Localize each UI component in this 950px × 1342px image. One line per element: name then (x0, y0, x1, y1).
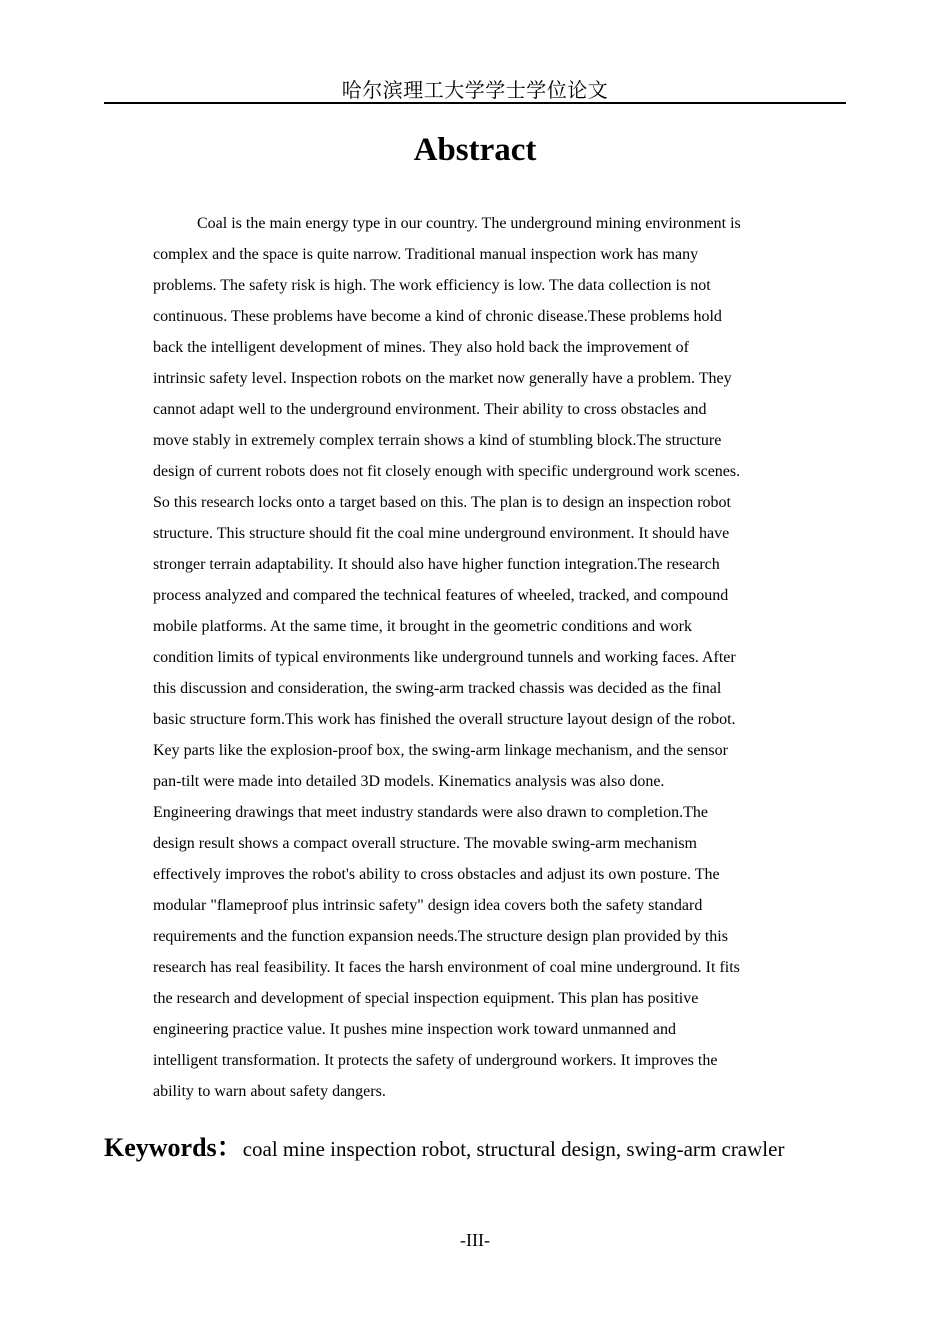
keywords-line (104, 1128, 884, 1172)
abstract-line: intelligent transformation. It protects the safety of underground workers. It improves the (153, 1052, 718, 1069)
page-number: -III- (460, 1230, 490, 1250)
keywords-label: Keywords (104, 1133, 217, 1162)
abstract-line: design result shows a compact overall structure. The movable swing-arm mechanism (153, 835, 697, 852)
keywords-colon: ： (216, 1133, 243, 1162)
abstract-line: design of current robots does not fit closely enough with specific underground work scenes. (153, 463, 741, 480)
abstract-line: Key parts like the explosion-proof box, the swing-arm linkage mechanism, and the sensor (153, 742, 728, 759)
abstract-line: So this research locks onto a target based on this. The plan is to design an inspection robot (153, 494, 731, 511)
abstract-line: move stably in extremely complex terrain shows a kind of stumbling block.The structure (153, 432, 722, 449)
abstract-line: engineering practice value. It pushes mine inspection work toward unmanned and (153, 1021, 676, 1038)
abstract-body (153, 208, 813, 1107)
abstract-line: pan-tilt were made into detailed 3D models. Kinematics analysis was also done. (153, 773, 665, 790)
abstract-line: continuous. These problems have become a kind of chronic disease.These problems hold (153, 308, 722, 325)
abstract-line: modular "flameproof plus intrinsic safety" design idea covers both the safety standard (153, 897, 703, 914)
abstract-line: Coal is the main energy type in our country. The underground mining environment is (197, 215, 741, 232)
abstract-line: requirements and the function expansion needs.The structure design plan provided by this (153, 928, 728, 945)
abstract-line: condition limits of typical environments like underground tunnels and working faces. After (153, 649, 736, 666)
abstract-line: research has real feasibility. It faces the harsh environment of coal mine underground. It fits (153, 959, 740, 976)
abstract-line: complex and the space is quite narrow. Traditional manual inspection work has many (153, 246, 699, 263)
abstract-line: intrinsic safety level. Inspection robots on the market now generally have a problem. They (153, 370, 732, 387)
abstract-heading: Abstract (413, 132, 537, 168)
abstract-line: problems. The safety risk is high. The work efficiency is low. The data collection is not (153, 277, 711, 294)
abstract-line: the research and development of special inspection equipment. This plan has positive (153, 990, 699, 1007)
abstract-line: ability to warn about safety dangers. (153, 1083, 386, 1100)
abstract-line: back the intelligent development of mines. They also hold back the improvement of (153, 339, 690, 356)
abstract-line: structure. This structure should fit the coal mine underground environment. It should have (153, 525, 730, 542)
page-header: 哈尔滨理工大学学士学位论文 (341, 80, 609, 102)
abstract-line: mobile platforms. At the same time, it brought in the geometric conditions and work (153, 618, 693, 635)
abstract-line: this discussion and consideration, the swing-arm tracked chassis was decided as the final (153, 680, 722, 697)
abstract-line: process analyzed and compared the technical features of wheeled, tracked, and compound (153, 587, 729, 604)
abstract-line: Engineering drawings that meet industry standards were also drawn to completion.The (153, 804, 708, 821)
keywords-text: coal mine inspection robot, structural design, swing-arm crawler (242, 1137, 785, 1161)
abstract-line: basic structure form.This work has finished the overall structure layout design of the robot. (153, 711, 736, 728)
abstract-line: effectively improves the robot's ability to cross obstacles and adjust its own posture. The (153, 866, 720, 883)
header-divider (104, 102, 846, 104)
abstract-line: stronger terrain adaptability. It should also have higher function integration.The research (153, 556, 720, 573)
abstract-line: cannot adapt well to the underground environment. Their ability to cross obstacles and (153, 401, 707, 418)
